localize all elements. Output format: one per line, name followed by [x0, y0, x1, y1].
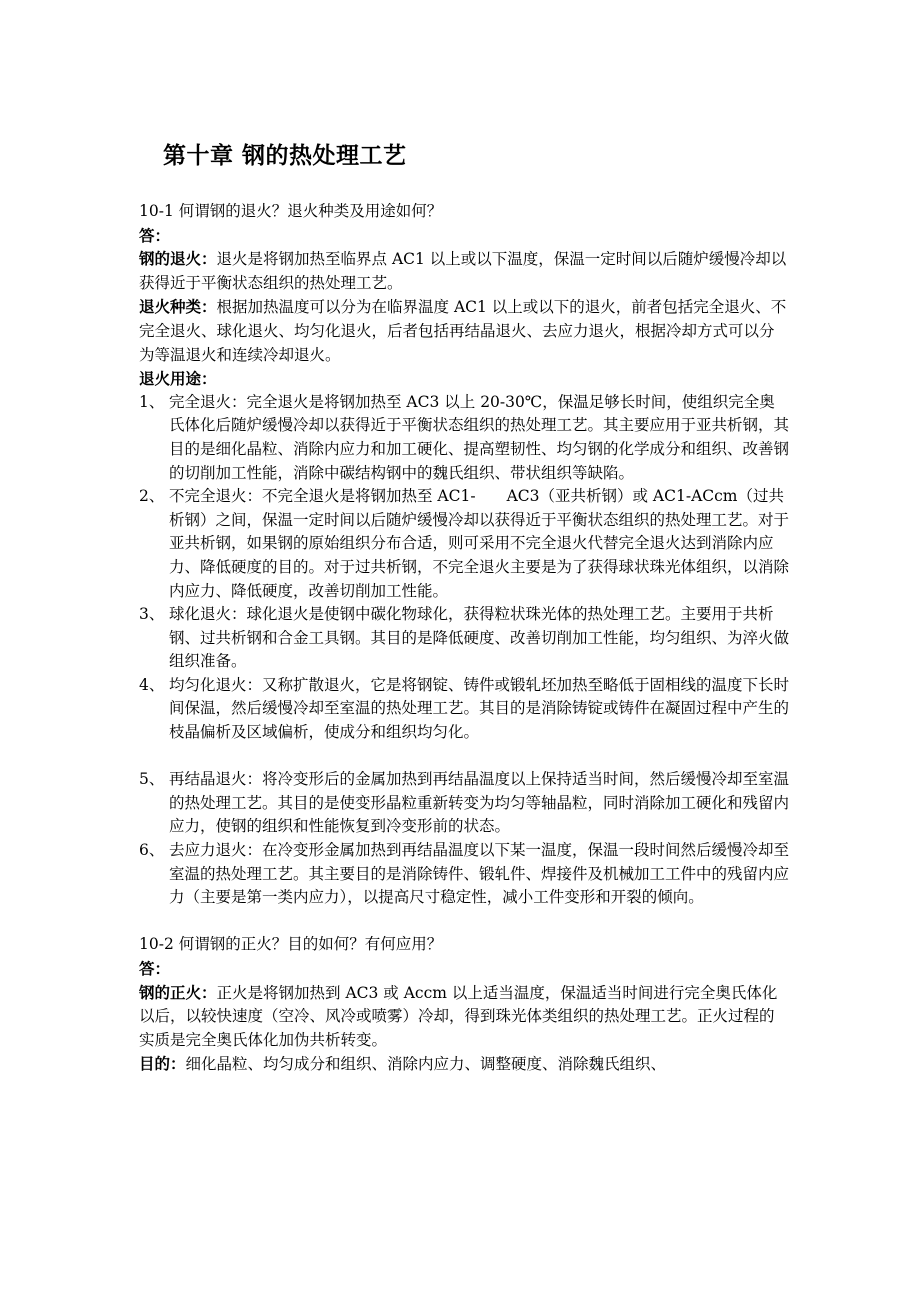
list-item: [139, 603, 789, 674]
list-item-number: 3、: [139, 605, 165, 624]
list-item-number: 5、: [139, 770, 165, 789]
normalizing-purpose-term: 目的：: [139, 1054, 186, 1074]
answer-label: 答：: [139, 225, 171, 245]
list-item-text: 去应力退火：在冷变形金属加热到再结晶温度以下某一温度，保温一段时间然后缓慢冷却至室温的热处理工艺。其主要目的是消除铸件、锻轧件、焊接件及机械加工工件中的残留内应力（主要是第一类内应力），以提高尺寸稳定性，减小工件变形和开裂的倾向。: [169, 841, 790, 907]
chapter-title: 第十章 钢的热处理工艺: [163, 143, 407, 169]
list-item-number: 4、: [139, 675, 165, 694]
list-item-text: 球化退火：球化退火是使钢中碳化物球化，获得粒状珠光体的热处理工艺。主要用于共析钢、过共析钢和合金工具钢。其目的是降低硬度、改善切削加工性能，均匀组织、为淬火做组织准备。: [169, 605, 790, 671]
list-item-number: 1、: [139, 392, 165, 411]
paragraph-spacer: [139, 910, 789, 934]
annealing-definition: [139, 247, 789, 295]
list-item: [139, 839, 789, 910]
annealing-types: [139, 295, 789, 367]
question-10-2: 10-2 何谓钢的正火？目的如何？有何应用？: [139, 935, 443, 954]
normalizing-purpose-text: 细化晶粒、均匀成分和组织、消除内应力、调整硬度、消除魏氏组织、: [185, 1055, 667, 1074]
annealing-uses-term: 退火用途：: [139, 369, 217, 389]
answer-label: 答：: [139, 959, 171, 978]
list-item: [139, 674, 789, 745]
normalizing-definition: [139, 981, 789, 1053]
annealing-definition-text: 退火是将钢加热至临界点 AC1 以上或以下温度，保温一定时间以后随炉缓慢冷却以获得近于平衡状态组织的热处理工艺。: [139, 250, 787, 292]
document-body: [139, 200, 789, 1077]
list-item-text: 不完全退火：不完全退火是将钢加热至 AC1- AC3（亚共析钢）或 AC1-ACcm（过共析钢）之间，保温一定时间以后随炉缓慢冷却以获得近于平衡状态组织的热处理工艺。对于亚共析钢，如果钢的原始组织分布合适，则可采用不完全退火代替完全退火达到消除内应力、降低硬度的目的。对于过共析钢，不完全退火主要是为了获得球状珠光体组织，以消除内应力、降低硬度，改善切削加工性能。: [169, 487, 790, 600]
list-item: [139, 768, 789, 839]
list-item: [139, 391, 789, 485]
normalizing-definition-text: 正火是将钢加热到 AC3 或 Accm 以上适当温度，保温适当时间进行完全奥氏体化以后，以较快速度（空冷、风冷或喷雾）冷却，得到珠光体类组织的热处理工艺。正火过程的实质是完全奥氏体化加伪共析转变。: [139, 983, 778, 1049]
annealing-definition-term: 钢的退火：: [139, 249, 217, 269]
list-item: [139, 485, 789, 603]
annealing-types-text: 根据加热温度可以分为在临界温度 AC1 以上或以下的退火，前者包括完全退火、不完全退火、球化退火、均匀化退火，后者包括再结晶退火、去应力退火，根据冷却方式可以分为等温退火和连续冷却退火。: [139, 298, 787, 364]
normalizing-purpose: [139, 1052, 789, 1077]
normalizing-definition-term: 钢的正火：: [139, 982, 217, 1002]
list-item-text: 再结晶退火：将冷变形后的金属加热到再结晶温度以上保持适当时间，然后缓慢冷却至室温的热处理工艺。其目的是使变形晶粒重新转变为均匀等轴晶粒，同时消除加工硬化和残留内应力，使钢的组织和性能恢复到冷变形前的状态。: [169, 770, 790, 836]
list-item-number: 2、: [139, 487, 165, 506]
list-item-text: 均匀化退火：又称扩散退火，它是将钢锭、铸件或锻轧坯加热至略低于固相线的温度下长时间保温，然后缓慢冷却至室温的热处理工艺。其目的是消除铸锭或铸件在凝固过程中产生的枝晶偏析及区域偏析，使成分和组织均匀化。: [169, 675, 790, 742]
question-10-1: 10-1 何谓钢的退火？退火种类及用途如何？: [139, 202, 443, 220]
annealing-types-term: 退火种类：: [139, 297, 217, 317]
paragraph-spacer: [139, 745, 789, 769]
list-item-number: 6、: [139, 841, 165, 860]
list-item-text: 完全退火：完全退火是将钢加热至 AC3 以上 20-30℃，保温足够长时间，使组织完全奥氏体化后随炉缓慢冷却以获得近于平衡状态组织的热处理工艺。其主要应用于亚共析钢，其目的是细化晶粒、消除内应力和加工硬化、提高塑韧性、均匀钢的化学成分和组织、改善钢的切削加工性能，消除中碳结构钢中的魏氏组织、带状组织等缺陷。: [169, 392, 790, 482]
